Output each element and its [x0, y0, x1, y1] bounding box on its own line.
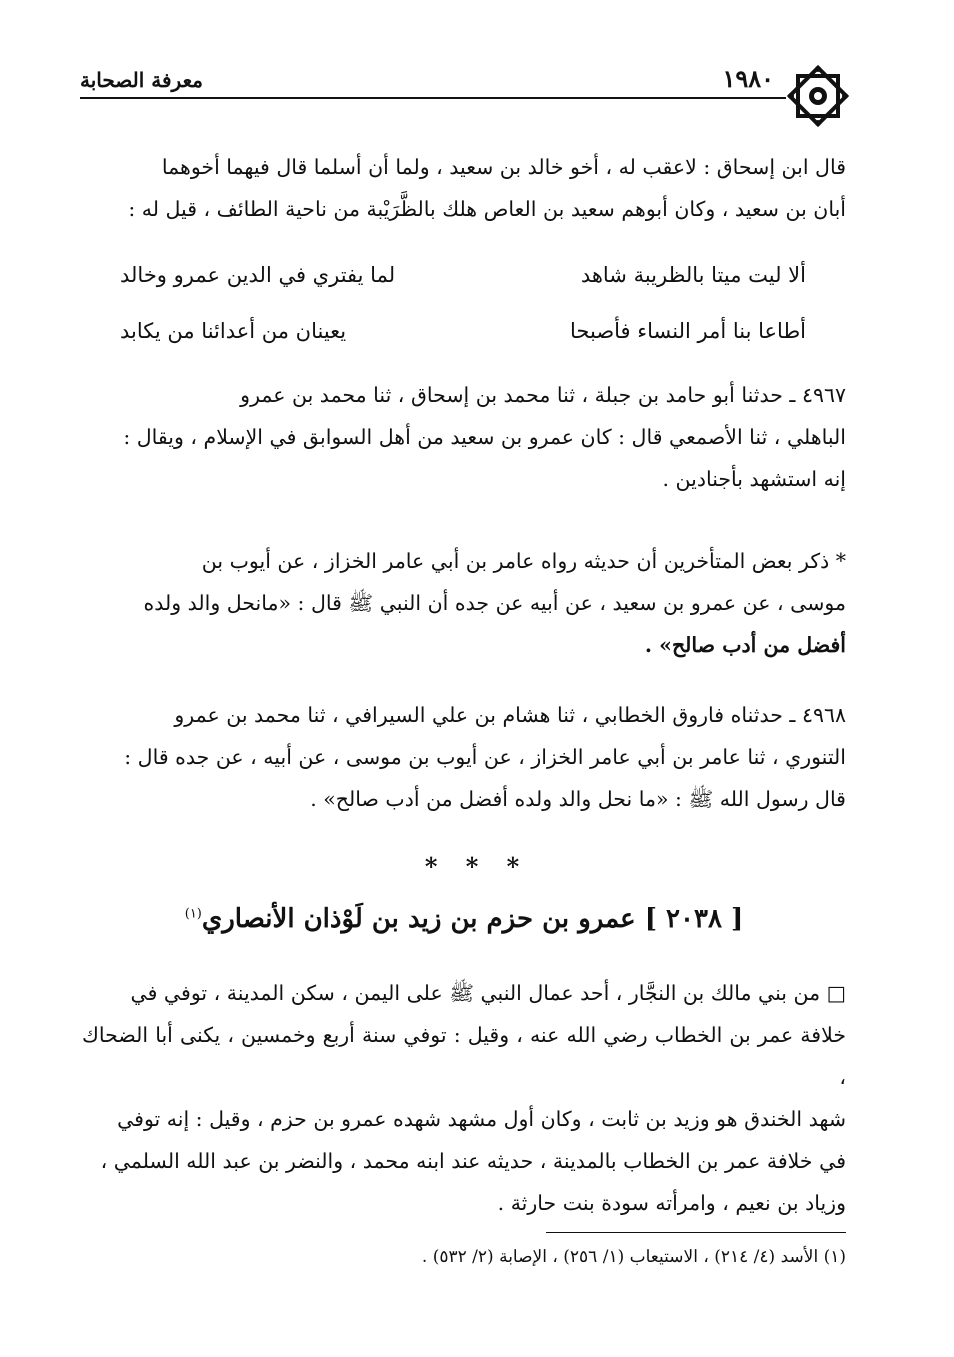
section-separator: * * * — [424, 852, 530, 881]
text-line: □ من بني مالك بن النجَّار ، أحد عمال النبي ﷺ على اليمن ، سكن المدينة ، توفي في — [130, 981, 846, 1005]
text-line: خلافة عمر بن الخطاب رضي الله عنه ، وقيل : توفي سنة أربع وخمسين ، يكنى أبا الضحاك ، — [82, 1023, 846, 1089]
footnote-rule — [546, 1232, 846, 1233]
book-title: معرفة الصحابة — [80, 68, 203, 92]
entry-body — [82, 972, 846, 1224]
page-header — [80, 62, 850, 132]
text-line: ٤٩٦٨ ـ حدثناه فاروق الخطابي ، ثنا هشام بن علي السيرافي ، ثنا محمد بن عمرو — [174, 703, 846, 727]
hadith-4968 — [82, 694, 846, 820]
text-line: في خلافة عمر بن الخطاب بالمدينة ، حديثه عند ابنه محمد ، والنضر بن عبد الله السلمي ، — [100, 1149, 846, 1173]
footnote: (١) الأسد (٤/ ٢١٤) ، الاستيعاب (١/ ٢٥٦) ، الإصابة (٢/ ٥٣٢) . — [421, 1247, 846, 1267]
text-line: ٤٩٦٧ ـ حدثنا أبو حامد بن جبلة ، ثنا محمد بن إسحاق ، ثنا محمد بن عمرو — [240, 383, 846, 407]
hemistich-first: أطاعا بنا أمر النساء فأصبحا — [570, 319, 806, 343]
text-line: التنوري ، ثنا عامر بن أبي عامر الخزاز ، عن أيوب بن موسى ، عن أبيه ، عن جده قال : — [124, 745, 846, 769]
header-rule — [80, 97, 786, 99]
text-line: أبان بن سعيد ، وكان أبوهم سعيد بن العاص هلك بالظَّرَيْبة من ناحية الطائف ، قيل له : — [128, 197, 846, 221]
page-number: ١٩٨٠ — [722, 64, 774, 93]
text-line: أفضل من أدب صالح» . — [644, 633, 846, 657]
footnote-marker: (١) — [184, 906, 202, 922]
text-line: إنه استشهد بأجنادين . — [662, 467, 846, 491]
entry-title: [ ٢٠٣٨ ] عمرو بن حزم بن زيد بن لَوْذان الأنصاري — [201, 904, 744, 934]
text-line: موسى ، عن عمرو بن سعيد ، عن أبيه عن جده أن النبي ﷺ قال : «مانحل والد ولده — [143, 591, 846, 615]
text-line: * ذكر بعض المتأخرين أن حديثه رواه عامر بن أبي عامر الخزاز ، عن أيوب بن — [201, 549, 846, 573]
intro-paragraph — [82, 146, 846, 230]
hadith-4967 — [82, 374, 846, 500]
ornament-icon — [786, 62, 850, 130]
entry-heading — [82, 904, 846, 934]
text-line: قال ابن إسحاق : لاعقب له ، أخو خالد بن سعيد ، ولما أن أسلما قال فيهما أخوهما — [161, 155, 846, 179]
poem — [120, 252, 806, 354]
text-line: قال رسول الله ﷺ : «ما نحل والد ولده أفضل من أدب صالح» . — [310, 787, 846, 811]
poem-verse — [120, 308, 806, 354]
hemistich-first: ألا ليت ميتا بالظريبة شاهد — [580, 263, 806, 287]
text-line: وزياد بن نعيم ، وامرأته سودة بنت حارثة . — [497, 1191, 846, 1215]
note-paragraph — [82, 540, 846, 666]
text-line: الباهلي ، ثنا الأصمعي قال : كان عمرو بن سعيد من أهل السوابق في الإسلام ، ويقال : — [123, 425, 846, 449]
hemistich-second: لما يفتري في الدين عمرو وخالد — [120, 263, 396, 287]
hemistich-second: يعينان من أعدائنا من يكابد — [120, 319, 347, 343]
text-line: شهد الخندق هو وزيد بن ثابت ، وكان أول مشهد شهده عمرو بن حزم ، وقيل : إنه توفي — [117, 1107, 846, 1131]
poem-verse — [120, 252, 806, 298]
